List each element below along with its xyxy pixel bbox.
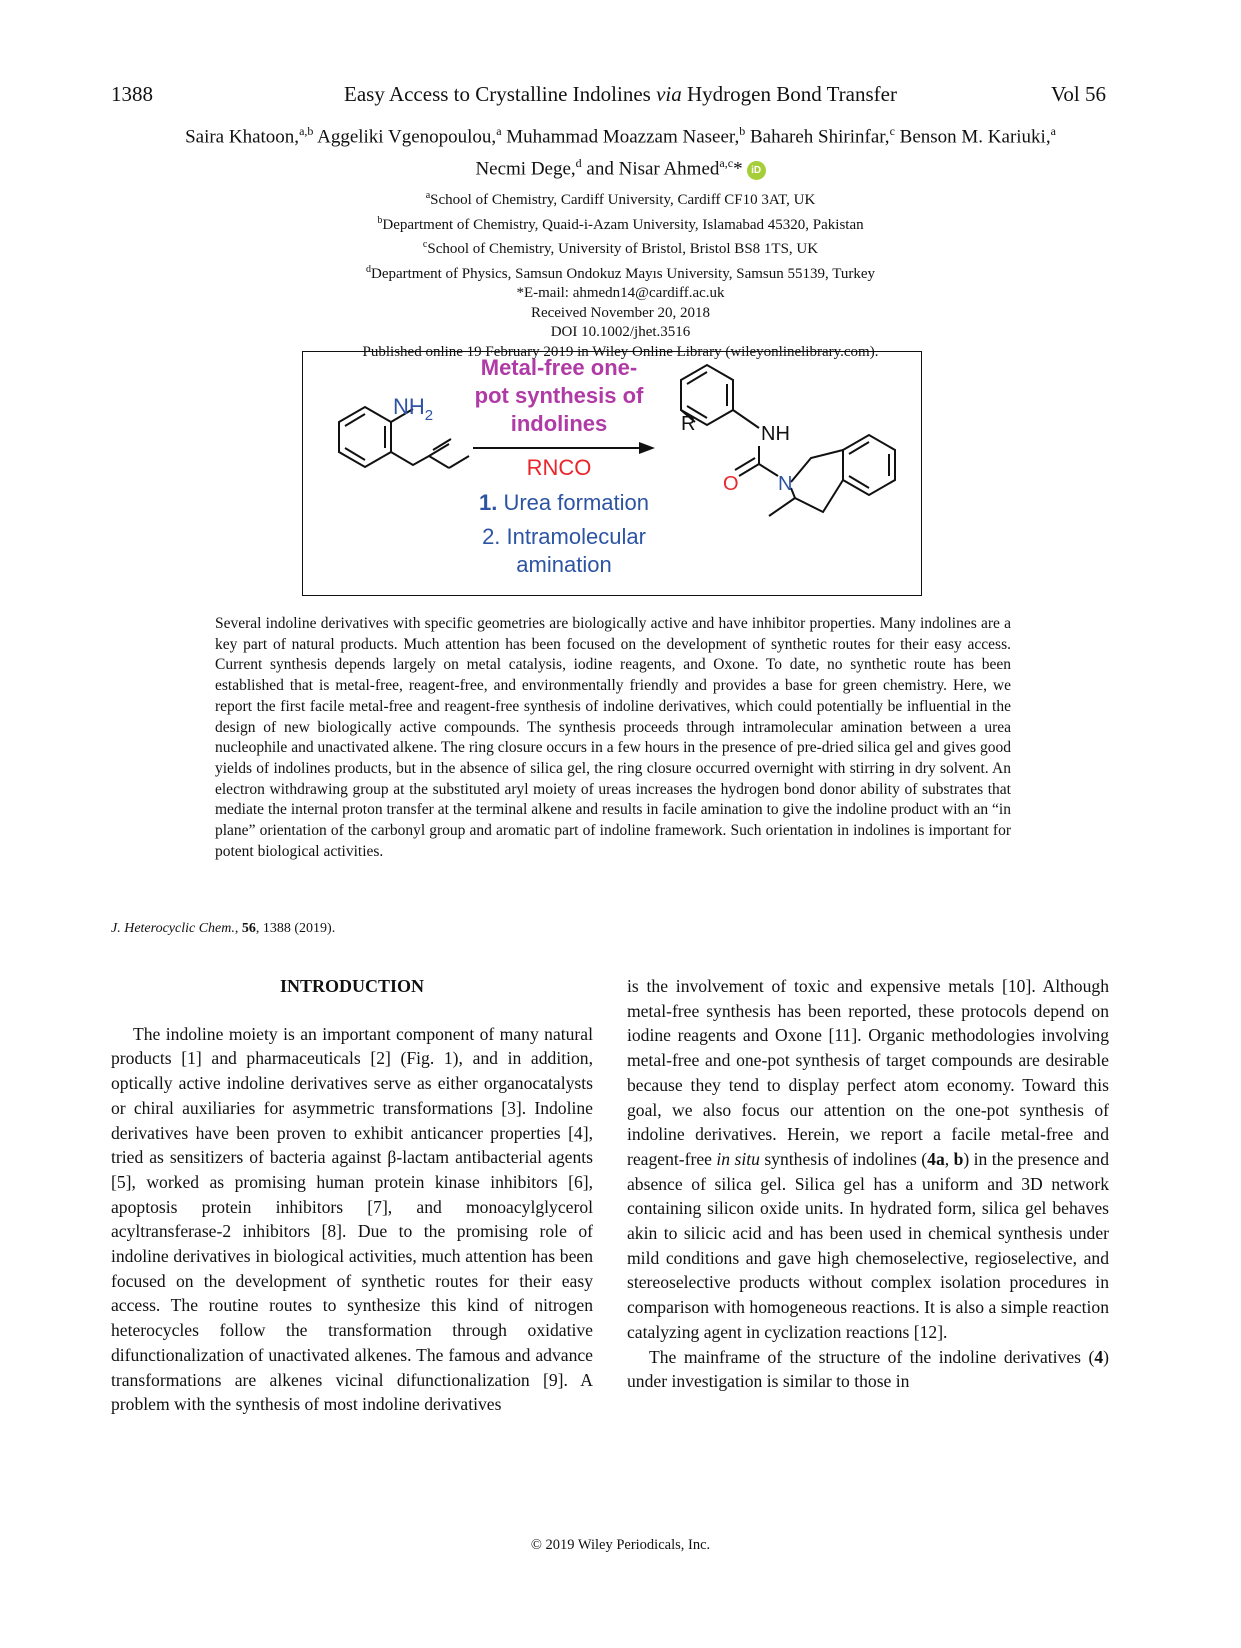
paragraph: The mainframe of the structure of the indoline derivatives (4) under investigation is similar to those in xyxy=(627,1346,1109,1392)
published-info: Published online 19 February 2019 in Wiley Online Library (wileyonlinelibrary.com). xyxy=(362,343,879,360)
received-date: Received November 20, 2018 xyxy=(530,304,711,321)
running-title: Easy Access to Crystalline Indolines via Hydrogen Bond Transfer xyxy=(344,82,897,106)
page-number: 1388 xyxy=(111,82,153,106)
reagent-label: RNCO xyxy=(526,455,592,480)
reaction-arrow-head xyxy=(639,442,655,454)
r-substituent-label: R xyxy=(681,413,696,435)
paragraph: The indoline moiety is an important component of many natural products [1] and pharmaceuticals [2] (Fig. 1), and in addition, optically active indoline derivatives serve as either organocatalysts or chiral auxiliaries for asymmetric transformations [3]. Indoline derivatives have been proven to exhibit anticancer properties [4], tried as sensitizers of bacteria against β-lactam antibacterial agents [5], worked as promising human protein kinase inhibitors [6], apoptosis protein inhibitors [7], and monoacylglycerol acyltransferase-2 inhibitors [8]. Due to the promising role of indoline derivatives in biological activities, much attention has been focused on the development of synthetic routes for their easy access. The routine routes to synthesize this kind of nitrogen heterocycles follow the transformation through oxidative difunctionalization of unactivated alkenes. The famous and advance transformations are alkenes vicinal difunctionalization [9]. A problem with the synthesis of most indoline derivatives xyxy=(111,1023,593,1415)
nh2-label: $NH_2$ xyxy=(393,394,434,424)
affiliations xyxy=(200,186,1041,362)
doi[interactable]: DOI 10.1002/jhet.3516 xyxy=(550,324,691,340)
author-line-2: Necmi Dege,$^d$ and Nisar Ahmed$^{a,c}$* iD xyxy=(110,150,1131,182)
volume-label: Vol 56 xyxy=(1050,82,1106,106)
affiliation-c: $^c$School of Chemistry, University of Bristol, Bristol BS8 1TS, UK xyxy=(422,239,819,257)
nitrogen-label: N xyxy=(778,473,793,495)
nh-label: NH xyxy=(761,423,790,445)
email[interactable]: *E-mail: ahmedn14@cardiff.ac.uk xyxy=(516,285,725,301)
journal-citation: J. Heterocyclic Chem., 56, 1388 (2019). xyxy=(111,921,336,936)
step-1-label: 1. Urea formation xyxy=(479,490,649,515)
right-column xyxy=(627,974,1109,1394)
left-column xyxy=(111,974,593,1417)
abstract: Several indoline derivatives with specific geometries are biologically active and have inhibitor properties. Many indolines are a key part of natural products. Much attention has been focused on the development of synthetic routes for their easy access. Current synthesis depends largely on metal catalysis, iodine reagents, and Oxone. To date, no synthetic route has been established that is metal-free, reagent-free, and environmentally friendly and provides a base for green chemistry. Here, we report the first facile metal-free and reagent-free synthesis of indoline derivatives, which could potentially be influential in the design of new biologically active compounds. The synthesis proceeds through intramolecular amination between a urea nucleophile and unactivated alkene. The ring closure occurs in a few hours in the presence of pre-dried silica gel and gives good yields of indolines products, but in the absence of silica gel, the ring closure occurred overnight with stirring in dry solvent. An electron withdrawing group at the substituted aryl moiety of ureas increases the hydrogen bond donor ability of substrates that mediate the internal proton transfer at the terminal alkene and results in facile amination to give the indoline product with an “in plane” orientation of the carbonyl group and aromatic part of indoline framework. Such orientation in indolines is important for potent biological activities. xyxy=(215,615,1011,860)
paragraph: is the involvement of toxic and expensive metals [10]. Although metal-free synthesis has been reported, these protocols depend on iodine reagents and Oxone [11]. Organic methodologies involving metal-free and one-pot synthesis of target compounds are desirable because they tend to display perfect atom economy. Toward this goal, we also focus our attention on the one-pot synthesis of indoline derivatives. Herein, we report a facile metal-free and reagent-free in situ synthesis of indolines (4a, b) in the presence and absence of silica gel. Silica gel has a uniform and 3D network containing silicon oxide units. In hydrated form, silica gel behaves akin to silicic acid and has been used in chemical synthesis under mild conditions and gave high chemoselective, regioselective, and stereoselective products without complex isolation procedures in comparison with homogeneous reactions. It is also a simple reaction catalyzing agent in cyclization reactions [12]. xyxy=(627,976,1110,1342)
author-line-1: Saira Khatoon,$^{a,b}$ Aggeliki Vgenopoulou,$^a$ Muhammad Moazzam Naseer,$^b$ Bahareh Shirinfar,$^c$ Benson M. Kariuki,$^a$ xyxy=(185,124,1056,148)
author-list xyxy=(110,118,1131,183)
orcid-icon[interactable]: iD xyxy=(747,161,766,180)
affiliation-a: $^a$School of Chemistry, Cardiff University, Cardiff CF10 3AT, UK xyxy=(425,190,816,208)
copyright-footer: © 2019 Wiley Periodicals, Inc. xyxy=(530,1537,711,1553)
section-heading: INTRODUCTION xyxy=(279,976,425,996)
affiliation-b: $^b$Department of Chemistry, Quaid-i-Azam University, Islamabad 45320, Pakistan xyxy=(377,214,864,233)
oxygen-label: O xyxy=(723,473,739,495)
step-2-label: 2. Intramolecular amination xyxy=(482,524,646,577)
toc-title: Metal-free one- pot synthesis of indolines xyxy=(474,355,644,436)
graphical-abstract xyxy=(302,351,922,596)
affiliation-d: $^d$Department of Physics, Samsun Ondokuz Mayıs University, Samsun 55139, Turkey xyxy=(365,263,875,282)
